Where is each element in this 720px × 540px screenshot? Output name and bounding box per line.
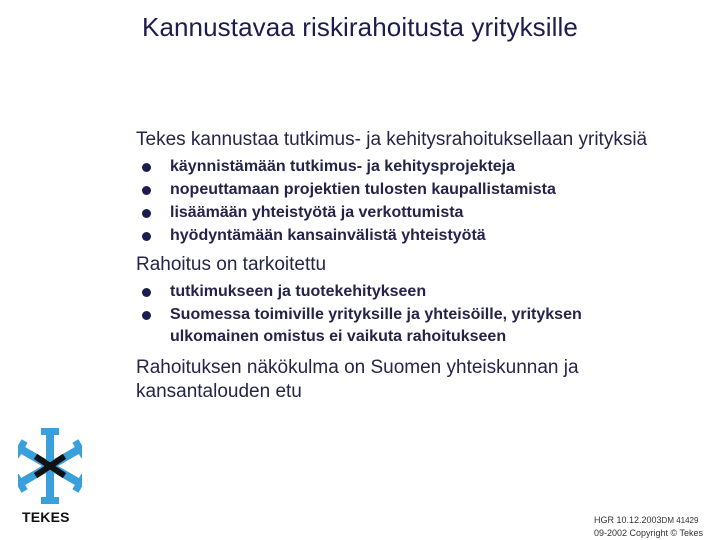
- section1-lead: Tekes kannustaa tutkimus- ja kehitysrahoituksellaan yrityksiä: [136, 129, 648, 150]
- slide-title: Kannustavaa riskirahoitusta yrityksille: [142, 12, 578, 42]
- list-item: [138, 281, 720, 303]
- footer-doc-id: DM 41429: [661, 516, 699, 525]
- bullet-dot-icon: [142, 209, 151, 218]
- list-item-text: nopeuttamaan projektien tulosten kaupallistamista: [170, 181, 556, 198]
- bullet-dot-icon: [142, 311, 151, 320]
- list-item-text: lisäämään yhteistyötä ja verkottumista: [170, 204, 464, 221]
- footer-copyright: 09-2002 Copyright © Tekes: [594, 528, 704, 538]
- list-item-text: tutkimukseen ja tuotekehitykseen: [170, 283, 427, 300]
- list-item: [138, 225, 720, 247]
- bullet-dot-icon: [142, 163, 151, 172]
- list-item: [138, 156, 720, 178]
- logo-wordmark: TEKES: [22, 509, 70, 525]
- list-item-text-continued: ulkomainen omistus ei vaikuta rahoitukseen: [170, 328, 507, 345]
- list-item: [138, 202, 720, 224]
- bullet-dot-icon: [142, 186, 151, 195]
- list-item: [138, 304, 720, 348]
- section3-lead-line1: Rahoituksen näkökulma on Suomen yhteiskunnan ja: [136, 357, 579, 378]
- list-item-text: hyödyntämään kansainvälistä yhteistyötä: [170, 227, 486, 244]
- slide-body: [136, 128, 720, 404]
- footer-date: HGR 10.12.2003: [594, 515, 662, 525]
- list-item-text: Suomessa toimiville yrityksille ja yhteisöille, yrityksen: [170, 306, 582, 323]
- bullet-dot-icon: [142, 232, 151, 241]
- section2-lead: Rahoitus on tarkoitettu: [136, 254, 327, 275]
- bullet-dot-icon: [142, 288, 151, 297]
- section1-bullet-list: [138, 156, 720, 247]
- section3-lead-line2: kansantalouden etu: [136, 381, 302, 402]
- slide-footer: [594, 514, 703, 540]
- section2-bullet-list: [138, 281, 720, 348]
- section3-lead: [136, 356, 720, 404]
- list-item-text: käynnistämään tutkimus- ja kehitysprojekteja: [170, 158, 516, 175]
- list-item: [138, 179, 720, 201]
